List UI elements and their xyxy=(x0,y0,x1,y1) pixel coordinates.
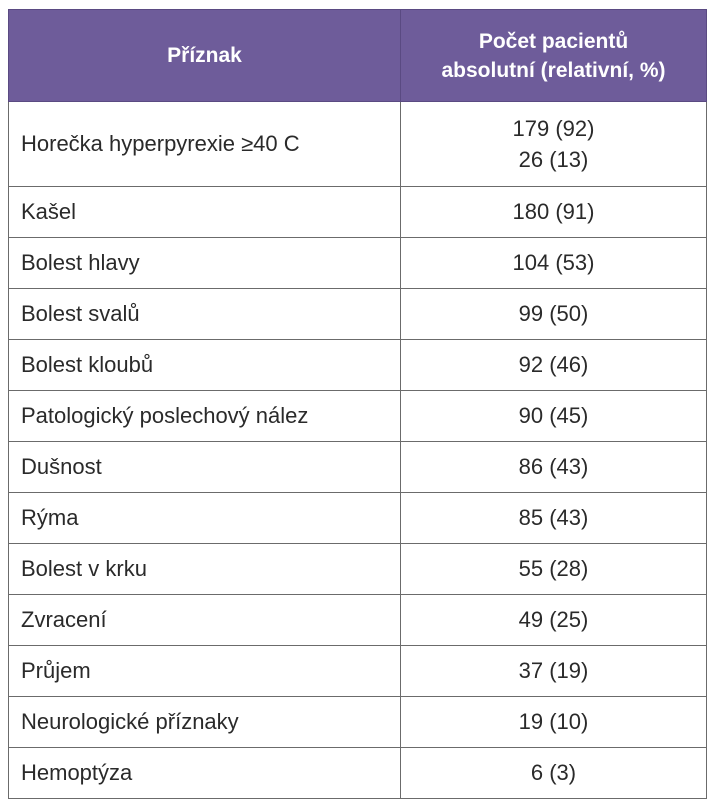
count-cell: 37 (19) xyxy=(401,646,707,697)
count-value: 179 (92) xyxy=(512,116,595,141)
count-cell: 90 (45) xyxy=(401,391,707,442)
table-header-row xyxy=(9,10,707,102)
count-cell: 6 (3) xyxy=(401,748,707,799)
count-cell: 55 (28) xyxy=(401,544,707,595)
symptoms-table xyxy=(8,9,707,799)
table-row xyxy=(9,748,707,799)
count-cell: 104 (53) xyxy=(401,238,707,289)
count-cell: 85 (43) xyxy=(401,493,707,544)
symptom-cell: Bolest svalů xyxy=(9,289,401,340)
table-row xyxy=(9,646,707,697)
symptom-cell: Rýma xyxy=(9,493,401,544)
symptom-cell: Dušnost xyxy=(9,442,401,493)
table-row xyxy=(9,238,707,289)
count-cell: 19 (10) xyxy=(401,697,707,748)
count-value-secondary: 26 (13) xyxy=(518,147,589,172)
symptom-cell: Zvracení xyxy=(9,595,401,646)
symptom-cell: Horečka hyperpyrexie ≥40 C xyxy=(9,102,401,187)
symptoms-table-container xyxy=(8,9,706,799)
table-row xyxy=(9,697,707,748)
symptom-cell: Hemoptýza xyxy=(9,748,401,799)
table-row xyxy=(9,442,707,493)
table-row xyxy=(9,391,707,442)
table-row xyxy=(9,340,707,391)
count-cell: 49 (25) xyxy=(401,595,707,646)
count-cell xyxy=(401,102,707,187)
symptom-cell: Bolest hlavy xyxy=(9,238,401,289)
header-count-line1: Počet pacientů xyxy=(478,29,629,53)
count-cell: 92 (46) xyxy=(401,340,707,391)
count-cell: 180 (91) xyxy=(401,187,707,238)
symptom-cell: Patologický poslechový nález xyxy=(9,391,401,442)
symptom-cell: Kašel xyxy=(9,187,401,238)
header-symptom: Příznak xyxy=(9,10,401,102)
header-count-line2: absolutní (relativní, %) xyxy=(441,58,666,82)
table-row xyxy=(9,289,707,340)
table-row xyxy=(9,544,707,595)
header-patient-count xyxy=(401,10,707,102)
count-cell: 86 (43) xyxy=(401,442,707,493)
table-row xyxy=(9,102,707,187)
symptom-cell: Neurologické příznaky xyxy=(9,697,401,748)
symptom-cell: Bolest kloubů xyxy=(9,340,401,391)
table-row xyxy=(9,595,707,646)
count-cell: 99 (50) xyxy=(401,289,707,340)
symptom-cell: Bolest v krku xyxy=(9,544,401,595)
symptom-cell: Průjem xyxy=(9,646,401,697)
table-row xyxy=(9,493,707,544)
table-row xyxy=(9,187,707,238)
